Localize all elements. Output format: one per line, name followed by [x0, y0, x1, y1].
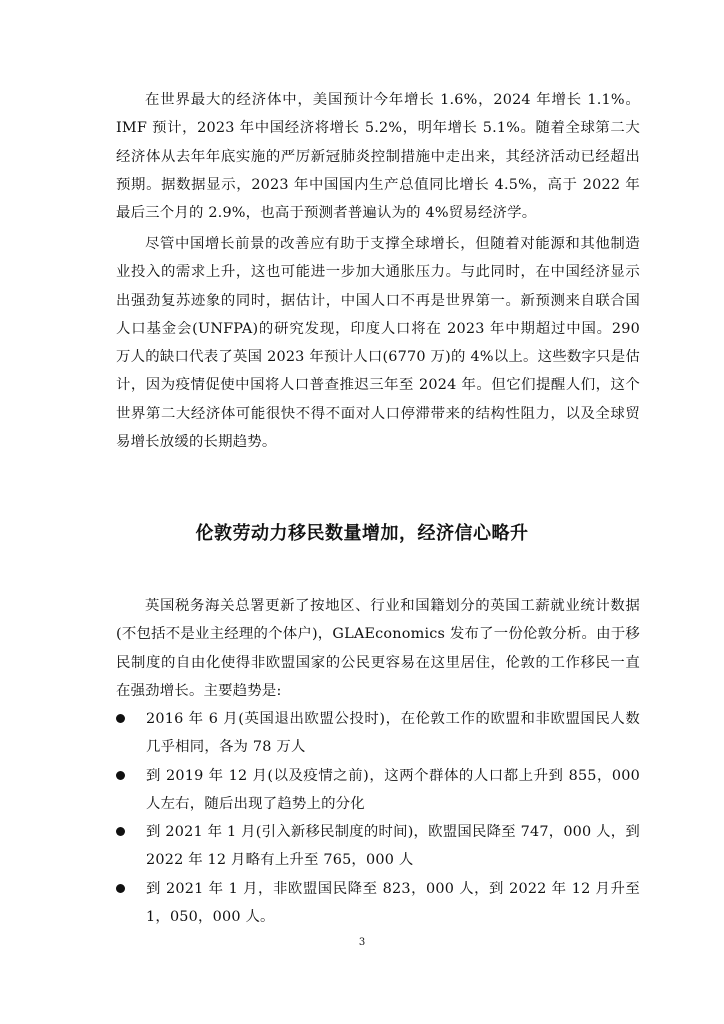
- bullet-dot-icon: [116, 771, 125, 780]
- paragraph-china-population: 尽管中国增长前景的改善应有助于支撑全球增长，但随着对能源和其他制造业投入的需求上升，这也可能进一步加大通胀压力。与此同时，在中国经济显示出强劲复苏迹象的同时，据估计，中国人口不再是世界第一。新预测来自联合国人口基金会(UNFPA)的研究发现，印度人口将在 2023 年中期超过中国。290 万人的缺口代表了英国 2023 年预计人口(6770 万)的 4%以上。这些数字只是估计，因为疫情促使中国将人口普查推迟三年至 2024 年。但它们提醒人们，这个世界第二大经济体可能很快不得不面对人口停滞带来的结构性阻力，以及全球贸易增长放缓的长期趋势。: [116, 236, 640, 451]
- bullet-item: [116, 875, 640, 932]
- section-heading: 伦敦劳动力移民数量增加，经济信心略升: [195, 523, 529, 544]
- bullet-text: 到 2021 年 1 月，非欧盟国民降至 823，000 人，到 2022 年 12 月升至 1，050，000 人。: [146, 880, 640, 926]
- page-number: 3: [358, 937, 366, 948]
- bullet-item: [116, 705, 640, 762]
- bullet-text: 到 2021 年 1 月(引入新移民制度的时间)，欧盟国民降至 747，000 人，到 2022 年 12 月略有上升至 765，000 人: [146, 824, 640, 869]
- bullet-dot-icon: [116, 884, 125, 893]
- trend-bullet-list: [116, 705, 640, 931]
- bullet-dot-icon: [116, 827, 125, 836]
- paragraph-economy-forecast: 在世界最大的经济体中，美国预计今年增长 1.6%，2024 年增长 1.1%。IMF 预计，2023 年中国经济将增长 5.2%，明年增长 5.1%。随着全球第二大经济体从去年年底实施的严厉新冠肺炎控制措施中走出来，其经济活动已经超出预期。据数据显示，2023 年中国国内生产总值同比增长 4.5%，高于 2022 年最后三个月的 2.9%，也高于预测者普遍认为的 4%贸易经济学。: [116, 92, 640, 222]
- bullet-item: [116, 762, 640, 819]
- bullet-item: [116, 818, 640, 875]
- paragraph-london-migration: 英国税务海关总署更新了按地区、行业和国籍划分的英国工薪就业统计数据(不包括不是业主经理的个体户)，GLAEconomics 发布了一份伦敦分析。由于移民制度的自由化使得非欧盟国家的公民更容易在这里居住，伦敦的工作移民一直在强劲增长。主要趋势是:: [116, 598, 640, 699]
- bullet-text: 2016 年 6 月(英国退出欧盟公投时)，在伦敦工作的欧盟和非欧盟国民人数几乎相同，各为 78 万人: [146, 711, 640, 756]
- bullet-dot-icon: [116, 714, 125, 723]
- bullet-text: 到 2019 年 12 月(以及疫情之前)，这两个群体的人口都上升到 855，000 人左右，随后出现了趋势上的分化: [146, 767, 640, 812]
